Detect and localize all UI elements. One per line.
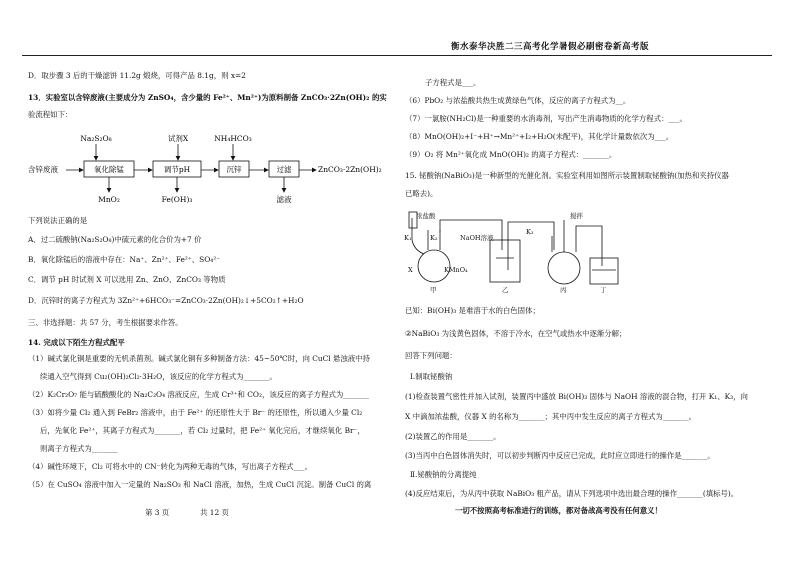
q14-5-continued: 子方程式是___。 bbox=[425, 78, 481, 87]
reagent-3: NH₄HCO₃ bbox=[214, 134, 252, 143]
flow-start: 含锌废液 bbox=[28, 165, 58, 174]
flow-step-3: 沉锌 bbox=[226, 165, 242, 174]
q14-1-line1: （1）碱式氯化铜是重要的无机杀菌剂。碱式氯化铜有多种制备方法：45~50℃时，向 CuCl 悬浊液中持 bbox=[28, 354, 370, 363]
part-2: (2)装置乙的作用是_______。 bbox=[405, 432, 501, 441]
answer-prompt: 回答下列问题： bbox=[405, 351, 457, 360]
part-3: (3)当丙中白色固体消失时，可以初步判断丙中反应已完成，此时应立即进行的操作是_______。 bbox=[405, 451, 715, 460]
q14-9: （9）O₂ 将 Mn²⁺氧化成 MnO(OH)₂ 的离子方程式：_______。 bbox=[405, 150, 617, 159]
flow-step-4: 过滤 bbox=[276, 165, 292, 174]
q14-2: （2）K₂Cr₂O₇ 能与硫酸酸化的 Na₂C₂O₄ 溶液反应，生成 Cr³⁺和 CO₂，该反应的离子方程式为_______ bbox=[28, 390, 370, 399]
motto: 一切不按照高考标准进行的训练，都对备战高考没有任何意义！ bbox=[455, 506, 662, 515]
label-naoh: NaOH溶液 bbox=[460, 234, 494, 242]
q13-stem-line1: 13．实验室以含锌废液(主要成分为 ZnSO₄，含少量的 Fe²⁺、Mn²⁺)为原料制备 ZnCO₃·2Zn(OH)₂ 的实 bbox=[28, 93, 387, 102]
option-d-prev: D．取步骤 3 后的干燥滤饼 11.2g 煅烧，可得产品 8.1g，则 x=2 bbox=[28, 71, 246, 80]
q15-stem-line1: 15. 铋酸钠(NaBiO₃)是一种新型的光催化剂。实验室利用如图所示装置制取铋酸钠(加热和夹持仪器 bbox=[405, 171, 729, 180]
flow-step-2: 调节pH bbox=[163, 165, 191, 174]
q14-title: 14. 完成以下陌生方程式配平 bbox=[28, 338, 125, 347]
q14-6: （6）PbO₂ 与浓盐酸共热生成黄绿色气体，反应的离子方程式为__。 bbox=[405, 96, 631, 105]
label-k3: K₃ bbox=[526, 228, 534, 236]
page-header-title: 衡水泰华决胜二三高考化学暑假必刷密卷新高考版 bbox=[450, 42, 649, 52]
label-yi: 乙 bbox=[502, 286, 509, 294]
label-stir: 搅拌 bbox=[570, 212, 583, 220]
q15-stem-line2: 已略去)。 bbox=[405, 189, 438, 198]
q13-stem-line2: 验流程如下： bbox=[28, 110, 73, 119]
page-number-current: 第 3 页 bbox=[145, 508, 170, 517]
label-hcl: 浓盐酸 bbox=[416, 212, 436, 220]
section-2-heading: Ⅱ.铋酸钠的分离提纯 bbox=[410, 470, 477, 479]
flow-end: ZnCO₃·2Zn(OH)₂ bbox=[318, 165, 382, 174]
flow-out-4: 滤液 bbox=[276, 195, 292, 204]
known-2: ②NaBiO₃ 为浅黄色固体，不溶于冷水，在空气或热水中逐渐分解； bbox=[405, 329, 627, 338]
flow-step-1: 氧化除锰 bbox=[94, 165, 124, 174]
q14-3-line3: 则离子方程式为_______ bbox=[40, 444, 118, 453]
part-1-line1: (1)检查装置气密性并加入试剂，装置丙中盛放 Bi(OH)₃ 固体与 NaOH 溶液的混合物，打开 K₁、K₃，向 bbox=[405, 392, 748, 401]
q13-prompt: 下列说法正确的是 bbox=[28, 216, 88, 225]
q13-option-b: B．氧化除锰后的溶液中存在：Na⁺、Zn²⁺、Fe²⁺、SO₄²⁻ bbox=[28, 255, 221, 264]
q14-5: （5）在 CuSO₄ 溶液中加入一定量的 Na₂SO₃ 和 NaCl 溶液，加热，生成 CuCl 沉淀。制备 CuCl 的离 bbox=[28, 480, 372, 489]
q14-4: （4）碱性环境下，Cl₂ 可将水中的 CN⁻转化为两种无毒的气体，写出离子方程式___。 bbox=[28, 462, 312, 471]
label-jia: 甲 bbox=[430, 286, 437, 294]
label-x: X bbox=[408, 266, 413, 274]
part-1-line2: X 中滴加浓盐酸，仪器 X 的名称为_______；其中丙中发生反应的离子方程式为_______。 bbox=[405, 412, 697, 421]
q13-option-d: D．沉锌时的离子方程式为 3Zn²⁺+6HCO₃⁻=ZnCO₃·2Zn(OH)₂↓+5CO₂↑+H₂O bbox=[28, 296, 304, 305]
label-ding: 丁 bbox=[600, 286, 607, 294]
q14-8: （8）MnO(OH)₂+I⁻+H⁺→Mn²⁺+I₂+H₂O(未配平)，其化学计量数依次为___。 bbox=[405, 132, 674, 141]
part-4: (4)反应结束后，为从丙中获取 NaBiO₃ 粗产品，请从下列选项中选出最合理的操作_______(填标号)。 bbox=[405, 489, 739, 498]
known-1: 已知：Bi(OH)₃ 是难溶于水的白色固体； bbox=[405, 306, 540, 315]
label-k2: K₂ bbox=[430, 234, 438, 242]
q14-1-line2: 续通入空气得到 Cu₂(OH)₂Cl₂·3H₂O，该反应的化学方程式为_______。 bbox=[40, 372, 277, 381]
label-bing: 丙 bbox=[560, 286, 567, 294]
reagent-1: Na₂S₂O₈ bbox=[80, 134, 112, 143]
q13-option-a: A．过二硫酸钠(Na₂S₂O₈)中硫元素的化合价为+7 价 bbox=[28, 235, 202, 244]
section-3-heading: 三、非选择题：共 57 分，考生根据要求作答。 bbox=[28, 318, 183, 327]
reagent-2: 试剂X bbox=[167, 134, 189, 143]
q14-3-line1: （3）如将少量 Cl₂ 通入到 FeBr₂ 溶液中，由于 Fe²⁺ 的还原性大于 Br⁻ 的还原性，所以通入少量 Cl₂ bbox=[28, 408, 363, 417]
q13-option-c: C．调节 pH 时试剂 X 可以选用 Zn、ZnO、ZnCO₃ 等物质 bbox=[28, 275, 226, 284]
q14-3-line2: 后，先氧化 Fe²⁺，其离子方程式为_______，若 Cl₂ 过量时，把 Fe²⁺ 氧化完后，才继续氧化 Br⁻， bbox=[40, 426, 365, 435]
label-kmno4: KMnO₄ bbox=[444, 266, 468, 274]
label-k1: K₁ bbox=[404, 234, 412, 242]
flow-out-2: Fe(OH)₃ bbox=[161, 195, 193, 204]
page-number-total: 共 12 页 bbox=[200, 508, 229, 517]
flow-out-1: MnO₂ bbox=[98, 195, 120, 204]
section-1-heading: Ⅰ.制取铋酸钠 bbox=[410, 372, 453, 381]
q14-7: （7）一氯胺(NH₂Cl)是一种重要的水消毒剂，写出产生消毒物质的化学方程式：___。 bbox=[405, 114, 687, 123]
